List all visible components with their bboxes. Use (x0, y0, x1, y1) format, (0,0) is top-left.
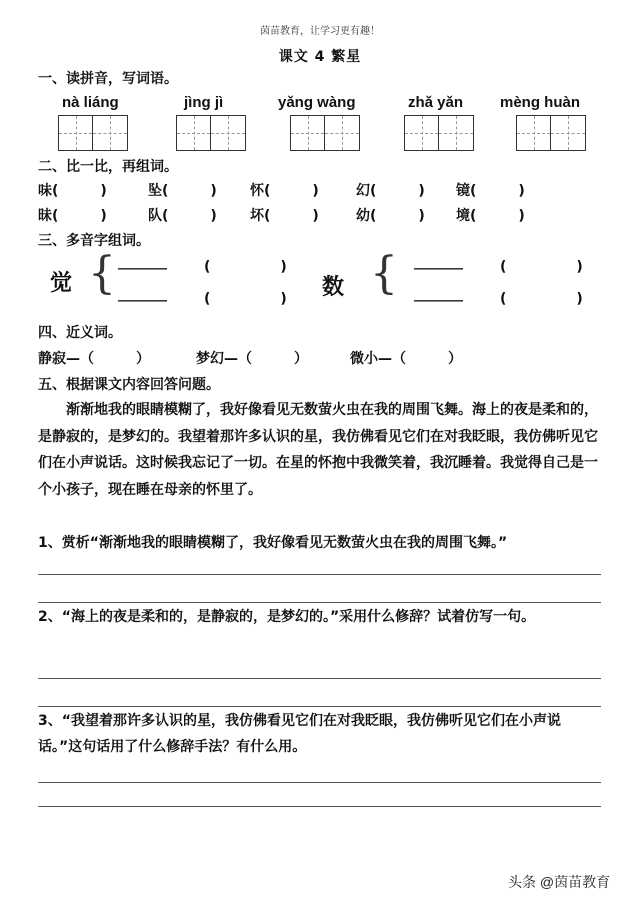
answer-paren: ( ) (204, 259, 287, 275)
watermark: 头条 @茵苗教育 (508, 874, 611, 890)
question-1: 1、赏析“渐渐地我的眼睛模糊了，我好像看见无数萤火虫在我的周围飞舞。” (38, 535, 508, 551)
writing-grid-5[interactable] (516, 115, 586, 151)
compare-item: 队( ) (148, 208, 217, 224)
pinyin-4: zhǎ yǎn (408, 94, 464, 111)
answer-paren: ( ) (500, 259, 583, 275)
compare-item: 境( ) (456, 208, 525, 224)
section-1-heading: 一、读拼音，写词语。 (38, 71, 178, 87)
writing-grid-3[interactable] (290, 115, 360, 151)
compare-item: 坏( ) (250, 208, 319, 224)
answer-paren: ( ) (500, 291, 583, 307)
pinyin-3: yǎng wàng (278, 94, 356, 111)
pinyin-1: nà liáng (62, 94, 119, 111)
writing-grid-2[interactable] (176, 115, 246, 151)
answer-line[interactable] (38, 574, 601, 575)
answer-line[interactable] (38, 806, 601, 807)
synonym-item: 微小—（ ） (350, 351, 462, 367)
reading-passage (38, 397, 604, 503)
answer-blank[interactable]: _______ (118, 254, 167, 270)
section-4-heading: 四、近义词。 (38, 325, 122, 341)
section-2-heading: 二、比一比，再组词。 (38, 159, 178, 175)
answer-blank[interactable]: _______ (414, 254, 463, 270)
answer-line[interactable] (38, 602, 601, 603)
compare-item: 怀( ) (250, 183, 319, 199)
polyphone-char-2: 数 (322, 275, 345, 300)
answer-line[interactable] (38, 678, 601, 679)
compare-item: 幻( ) (356, 183, 425, 199)
synonym-item: 梦幻—（ ） (196, 351, 308, 367)
header-note: 茵苗教育，让学习更有趣！ (260, 26, 380, 37)
answer-blank[interactable]: _______ (414, 286, 463, 302)
compare-item: 坠( ) (148, 183, 217, 199)
writing-grid-4[interactable] (404, 115, 474, 151)
question-3: 3、“我望着那许多认识的星，我仿佛看见它们在对我眨眼，我仿佛听见它们在小声说话。”这句话用了什么修辞手法？有什么用。 (38, 713, 561, 755)
compare-item: 幼( ) (356, 208, 425, 224)
compare-item: 味( ) (38, 183, 107, 199)
writing-grid-1[interactable] (58, 115, 128, 151)
answer-blank[interactable]: _______ (118, 286, 167, 302)
answer-line[interactable] (38, 782, 601, 783)
page-title: 课文 4 繁星 (278, 49, 362, 65)
passage-text: 渐渐地我的眼睛模糊了，我好像看见无数萤火虫在我的周围飞舞。海上的夜是柔和的，是静寂的，是梦幻的。我望着那许多认识的星，我仿佛看见它们在对我眨眼，我仿佛听见它们在小声说话。这时候我忘记了一切。在星的怀抱中我微笑着，我沉睡着。我觉得自己是一个小孩子，现在睡在母亲的怀里了。 (38, 402, 598, 498)
section-3-heading: 三、多音字组词。 (38, 233, 150, 249)
brace-icon: { (370, 248, 398, 299)
synonym-item: 静寂—（ ） (38, 351, 150, 367)
pinyin-2: jìng jì (184, 94, 224, 111)
brace-icon: { (88, 248, 116, 299)
compare-item: 镜( ) (456, 183, 525, 199)
pinyin-5: mèng huàn (500, 94, 581, 111)
section-5-heading: 五、根据课文内容回答问题。 (38, 377, 220, 393)
compare-item: 昧( ) (38, 208, 107, 224)
polyphone-char-1: 觉 (50, 271, 73, 296)
question-2: 2、“海上的夜是柔和的，是静寂的，是梦幻的。”采用什么修辞？试着仿写一句。 (38, 609, 536, 625)
answer-paren: ( ) (204, 291, 287, 307)
answer-line[interactable] (38, 706, 601, 707)
